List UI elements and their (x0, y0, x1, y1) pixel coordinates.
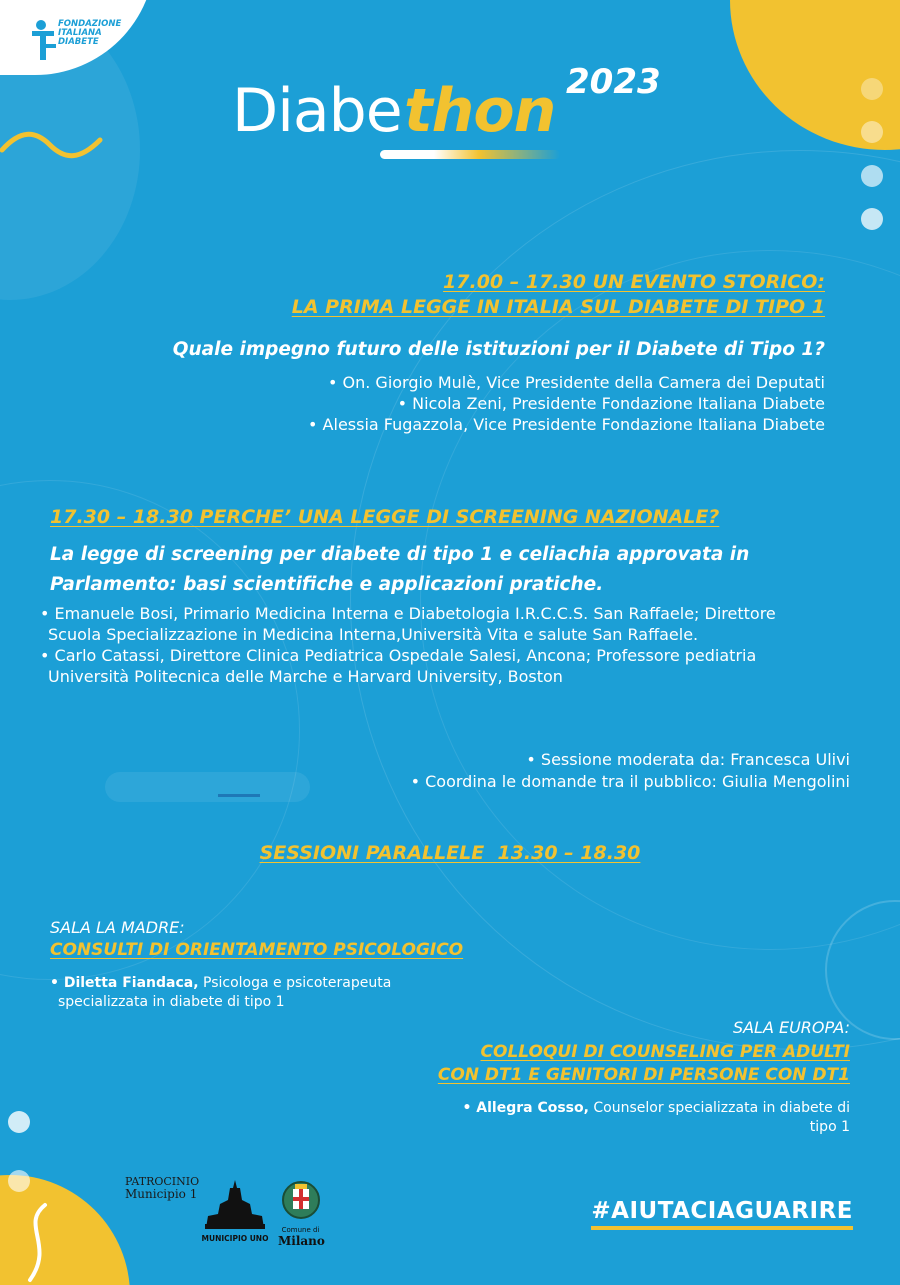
speaker-item-continued: Scuola Specializzazione in Medicina Interna,Università Vita e salute San Raffaele. (48, 625, 699, 644)
title-part-1: Diabe (232, 76, 402, 146)
fondazione-logo-text (58, 20, 121, 47)
hashtag-text: #AIUTACIAGUARIRE (591, 1198, 853, 1224)
speaker-item: • Nicola Zeni, Presidente Fondazione Italiana Diabete (397, 394, 825, 413)
municipio-uno-logo-text: MUNICIPIO UNO (201, 1234, 269, 1243)
session-2-subtitle (50, 540, 870, 600)
room-1-name: SALA LA MADRE: (50, 918, 185, 937)
logo-line-3: DIABETE (58, 37, 99, 47)
patrocinio-label (125, 1176, 199, 1200)
room-2-speaker-desc: Counselor specializzata in diabete di (588, 1100, 850, 1116)
speaker-item-continued: Università Politecnica delle Marche e Harvard University, Boston (48, 667, 563, 686)
comune-name-text: Milano (278, 1234, 325, 1248)
speaker-item: • On. Giorgio Mulè, Vice Presidente della Camera dei Deputati (327, 373, 825, 392)
speaker-item: • Carlo Catassi, Direttore Clinica Pediatrica Ospedale Salesi, Ancona; Professore pediatria (40, 646, 757, 665)
room-1-title: CONSULTI DI ORIENTAMENTO PSICOLOGICO (50, 940, 464, 960)
room-1-speaker (50, 974, 550, 1012)
fondazione-logo (32, 18, 152, 66)
session-2-subtitle-line-2: Parlamento: basi scientifiche e applicazioni pratiche. (50, 574, 604, 595)
comune-small-text: Comune di (281, 1226, 320, 1234)
duomo-icon (200, 1178, 270, 1230)
logo-line-1: FONDAZIONE (58, 19, 122, 29)
room-1 (50, 918, 550, 1012)
session-1-speakers (125, 372, 825, 435)
yellow-wave-decoration (0, 125, 110, 165)
session-1-title (125, 270, 825, 320)
room-2-title-line-2: CON DT1 E GENITORI DI PERSONE CON DT1 (437, 1065, 850, 1085)
diabethon-title (232, 62, 682, 164)
session-1-question: Quale impegno futuro delle istituzioni per il Diabete di Tipo 1? (172, 339, 825, 360)
coordinator-line: • Coordina le domande tra il pubblico: Giulia Mengolini (410, 772, 850, 791)
milano-crest-icon (281, 1180, 321, 1222)
patrocinio-text: PATROCINIO (125, 1175, 200, 1188)
municipio-text: Municipio 1 (125, 1187, 198, 1201)
room-1-speaker-desc-line-2: specializzata in diabete di tipo 1 (58, 994, 285, 1010)
logo-line-2: ITALIANA (58, 28, 102, 38)
title-part-2: thon (404, 76, 556, 146)
session-1-title-line-1: 17.00 – 17.30 UN EVENTO STORICO: (443, 271, 825, 293)
room-2 (350, 1018, 850, 1137)
speaker-item: • Alessia Fugazzola, Vice Presidente Fondazione Italiana Diabete (308, 415, 825, 434)
moderation-info (250, 749, 850, 793)
session-1-title-line-2: LA PRIMA LEGGE IN ITALIA SUL DIABETE DI TIPO 1 (291, 296, 825, 318)
room-2-speaker-name: • Allegra Cosso, (462, 1100, 589, 1116)
title-underline-bar (380, 150, 560, 159)
room-2-name: SALA EUROPA: (732, 1018, 850, 1037)
moderator-line: • Sessione moderata da: Francesca Ulivi (526, 750, 850, 769)
room-1-speaker-name: • Diletta Fiandaca, (50, 975, 199, 991)
speaker-item: • Emanuele Bosi, Primario Medicina Interna e Diabetologia I.R.C.C.S. San Raffaele; Direttore (40, 604, 776, 623)
room-2-speaker (350, 1099, 850, 1137)
title-year: 2023 (566, 62, 661, 102)
session-2-speakers (40, 603, 880, 687)
municipio-uno-logo (200, 1178, 270, 1243)
hashtag-underline (591, 1226, 853, 1230)
room-2-speaker-desc-line-2: tipo 1 (809, 1119, 850, 1135)
hashtag (591, 1198, 853, 1230)
room-1-speaker-desc: Psicologa e psicoterapeuta (198, 975, 392, 991)
session-2-subtitle-line-1: La legge di screening per diabete di tipo 1 e celiachia approvata in (50, 544, 750, 565)
comune-milano-logo (278, 1180, 323, 1248)
white-wave-decoration (15, 1200, 60, 1285)
parallel-sessions-title: SESSIONI PARALLELE 13.30 – 18.30 (259, 842, 641, 864)
room-2-title-line-1: COLLOQUI DI COUNSELING PER ADULTI (480, 1042, 850, 1062)
session-2-title: 17.30 – 18.30 PERCHE’ UNA LEGGE DI SCREENING NAZIONALE? (50, 506, 720, 528)
